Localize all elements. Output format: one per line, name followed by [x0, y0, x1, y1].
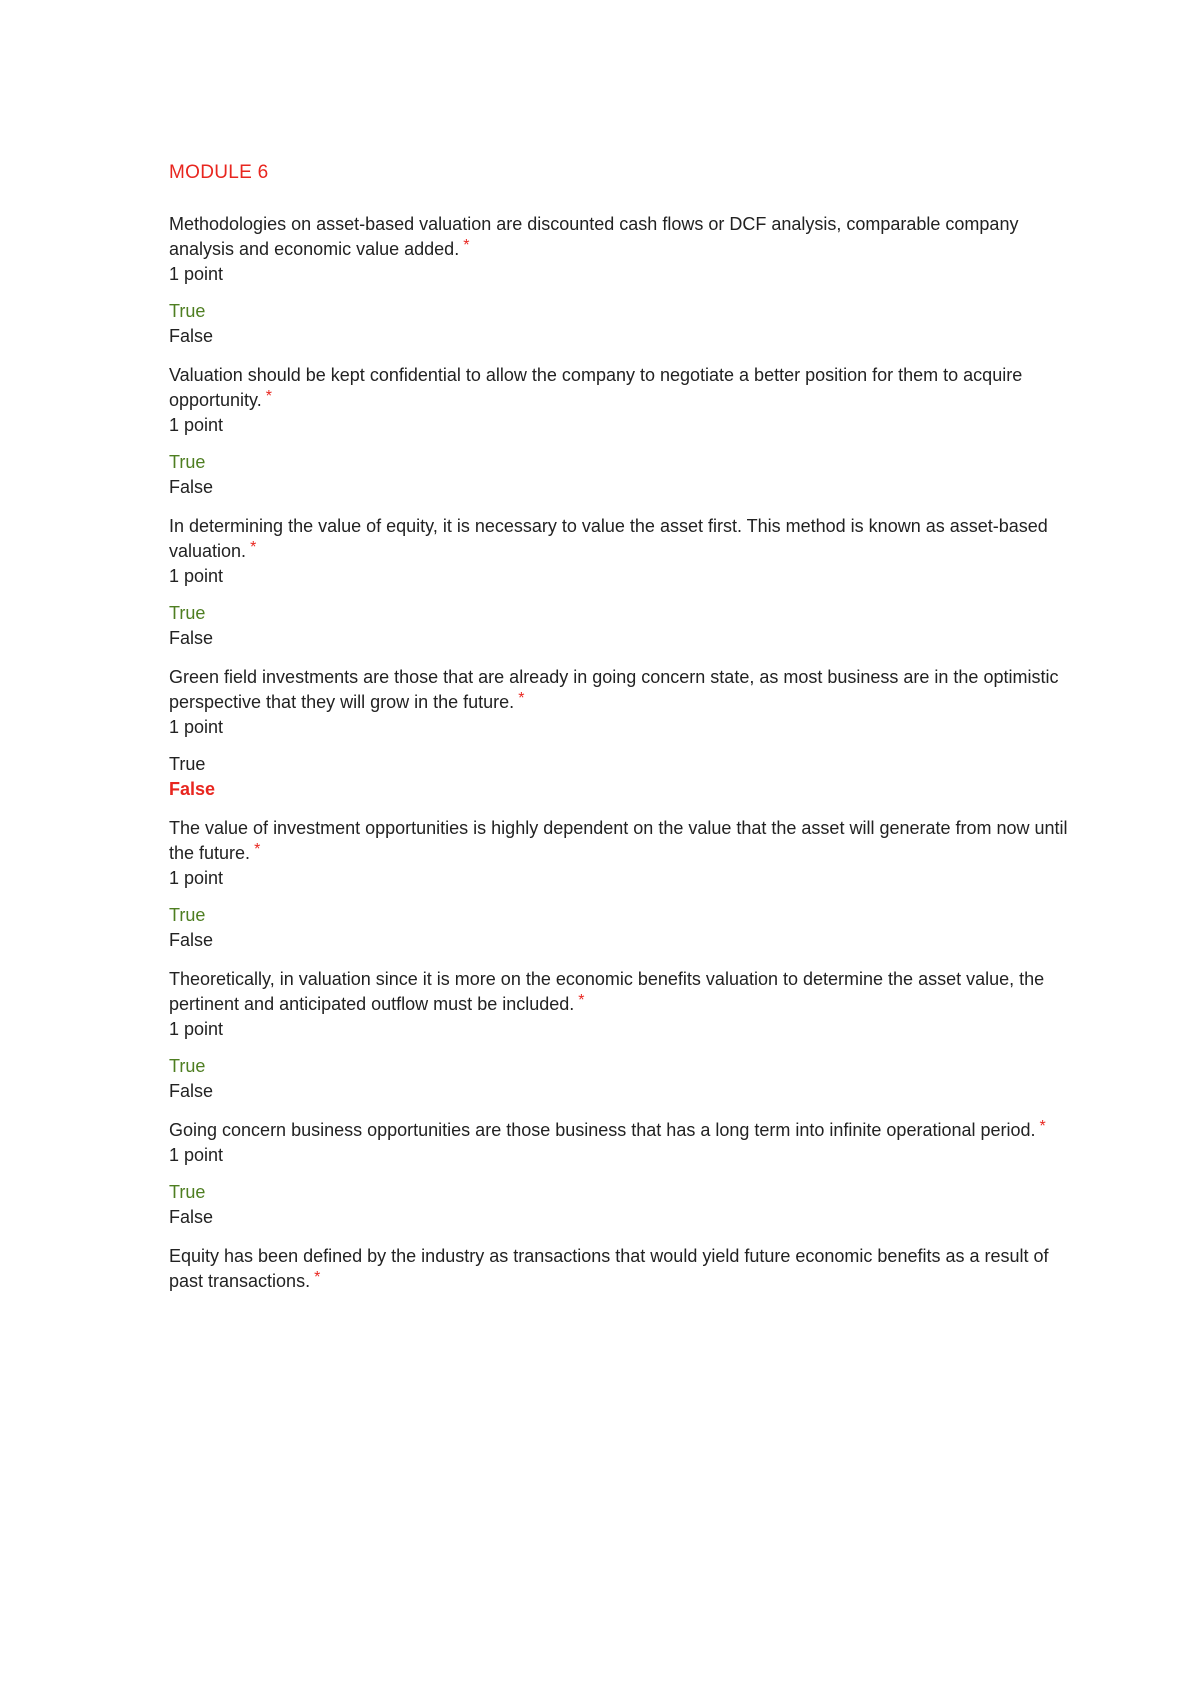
question-text [169, 967, 1069, 1017]
question-block [169, 363, 1069, 500]
question-text-content: The value of investment opportunities is highly dependent on the value that the asset will generate from now until the future. [169, 818, 1068, 863]
question-block [169, 967, 1069, 1104]
question-points: 1 point [169, 264, 224, 284]
answer-option-false[interactable]: False [169, 628, 214, 648]
question-block [169, 1118, 1069, 1230]
question-block [169, 1244, 1069, 1294]
question-points: 1 point [169, 717, 224, 737]
question-block [169, 816, 1069, 953]
answer-option-true[interactable]: True [169, 754, 206, 774]
question-text [169, 212, 1069, 262]
required-mark: * [314, 1269, 321, 1286]
required-mark: * [1039, 1118, 1046, 1135]
module-title: MODULE 6 [169, 162, 269, 183]
answer-option-false[interactable]: False [169, 779, 216, 799]
question-text-content: Green field investments are those that are already in going concern state, as most business are in the optimistic perspective that they will grow in the future. [169, 667, 1059, 712]
question-block [169, 514, 1069, 651]
required-mark: * [250, 539, 257, 556]
answer-option-false[interactable]: False [169, 326, 214, 346]
question-text [169, 816, 1069, 866]
answer-option-false[interactable]: False [169, 1081, 214, 1101]
question-text-content: Equity has been defined by the industry as transactions that would yield future economic benefits as a result of past transactions. [169, 1246, 1049, 1291]
answer-option-true[interactable]: True [169, 452, 206, 472]
question-text-content: Going concern business opportunities are those business that has a long term into infinite operational period. [169, 1120, 1036, 1140]
answer-option-true[interactable]: True [169, 905, 206, 925]
answer-option-false[interactable]: False [169, 477, 214, 497]
answer-option-true[interactable]: True [169, 1056, 206, 1076]
question-block [169, 212, 1069, 349]
question-list [169, 212, 1069, 1294]
question-block [169, 665, 1069, 802]
question-text-content: Valuation should be kept confidential to allow the company to negotiate a better position for them to acquire opportunity. [169, 365, 1023, 410]
question-points: 1 point [169, 415, 224, 435]
question-text-content: In determining the value of equity, it is necessary to value the asset first. This method is known as asset-based valuation. [169, 516, 1048, 561]
required-mark: * [265, 388, 272, 405]
question-text-content: Methodologies on asset-based valuation are discounted cash flows or DCF analysis, comparable company analysis and economic value added. [169, 214, 1019, 259]
answer-option-false[interactable]: False [169, 930, 214, 950]
answer-option-true[interactable]: True [169, 1182, 206, 1202]
question-text [169, 665, 1069, 715]
required-mark: * [254, 841, 261, 858]
question-points: 1 point [169, 1145, 224, 1165]
question-text-content: Theoretically, in valuation since it is more on the economic benefits valuation to determine the asset value, the pertinent and anticipated outflow must be included. [169, 969, 1045, 1014]
answer-option-true[interactable]: True [169, 301, 206, 321]
document-page [169, 160, 1069, 1308]
question-text [169, 1118, 1069, 1143]
question-points: 1 point [169, 868, 224, 888]
question-text [169, 514, 1069, 564]
answer-option-true[interactable]: True [169, 603, 206, 623]
question-text [169, 1244, 1069, 1294]
answer-option-false[interactable]: False [169, 1207, 214, 1227]
question-points: 1 point [169, 1019, 224, 1039]
required-mark: * [578, 992, 585, 1009]
required-mark: * [518, 690, 525, 707]
required-mark: * [463, 237, 470, 254]
question-text [169, 363, 1069, 413]
question-points: 1 point [169, 566, 224, 586]
